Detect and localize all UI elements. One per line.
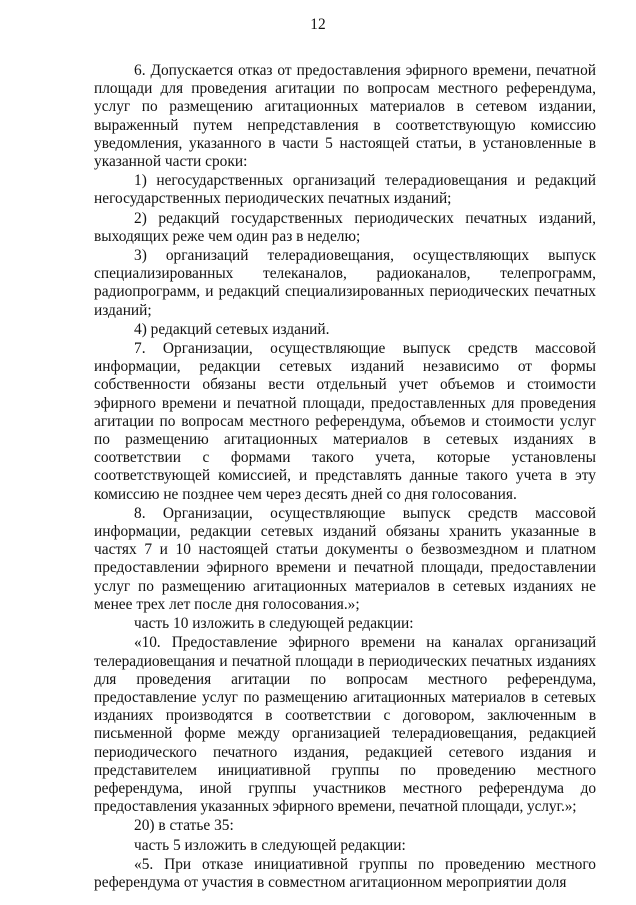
paragraph-part-5: «5. При отказе инициативной группы по проведению местного референдума от участия в совместном агитационном мероприятии доля — [94, 855, 596, 891]
page-number: 12 — [310, 16, 326, 33]
amendment-instruction-part-10: часть 10 изложить в следующей редакции: — [134, 615, 414, 633]
list-item-3: 3) организаций телерадиовещания, осуществляющих выпуск специализированных телеканалов, радиоканалов, телепрограмм, радиопрограмм, и редакций специализированных периодических печатных изданий; — [94, 247, 596, 319]
document-body — [94, 62, 596, 893]
paragraph-part-10: «10. Предоставление эфирного времени на каналах организаций телерадиовещания и печатной площади в периодических печатных изданиях для проведения агитации по вопросам местного референдума, предоставление услуг по размещению агитационных материалов в сетевых изданиях производятся в соответствии с договором, заключенным в письменной форме между организацией телерадиовещания, редакцией периодического печатного издания, редакцией сетевого издания и представителем инициативной группы по проведению местного референдума, иной группы участников местного референдума до предоставления указанных эфирного времени, печатной площади, услуг.»; — [94, 634, 596, 816]
list-item-2: 2) редакций государственных периодических печатных изданий, выходящих реже чем один раз в неделю; — [94, 209, 596, 245]
amendment-instruction-part-5: часть 5 изложить в следующей редакции: — [134, 836, 406, 854]
list-item-1: 1) негосударственных организаций телерадиовещания и редакций негосударственных периодических печатных изданий; — [94, 172, 596, 208]
item-20-article-35: 20) в статье 35: — [134, 817, 234, 835]
paragraph-part-7: 7. Организации, осуществляющие выпуск средств массовой информации, редакции сетевых изданий независимо от формы собственности обязаны вести отдельный учет объемов и стоимости эфирного времени и печатной площади, предоставленных для проведения агитации по вопросам местного референдума, объемов и стоимости услуг по размещению агитационных материалов в сетевых изданиях в соответствии с формами такого учета, которые установлены соответствующей комиссией, и представлять данные такого учета в эту комиссию не позднее чем через десять дней со дня голосования. — [94, 340, 596, 503]
paragraph-part-6: 6. Допускается отказ от предоставления эфирного времени, печатной площади для проведения агитации по вопросам местного референдума, услуг по размещению агитационных материалов в сетевом издании, выраженный путем непредставления в соответствующую комиссию уведомления, указанного в части 5 настоящей статьи, в установленные в указанной части сроки: — [94, 62, 596, 171]
paragraph-part-8: 8. Организации, осуществляющие выпуск средств массовой информации, редакции сетевых изданий обязаны хранить указанные в частях 7 и 10 настоящей статьи документы о безвозмездном и платном предоставлении эфирного времени и печатной площади, предоставлении услуг по размещению агитационных материалов в сетевых изданиях не менее трех лет после дня голосования.»; — [94, 504, 596, 613]
list-item-4: 4) редакций сетевых изданий. — [134, 320, 330, 338]
